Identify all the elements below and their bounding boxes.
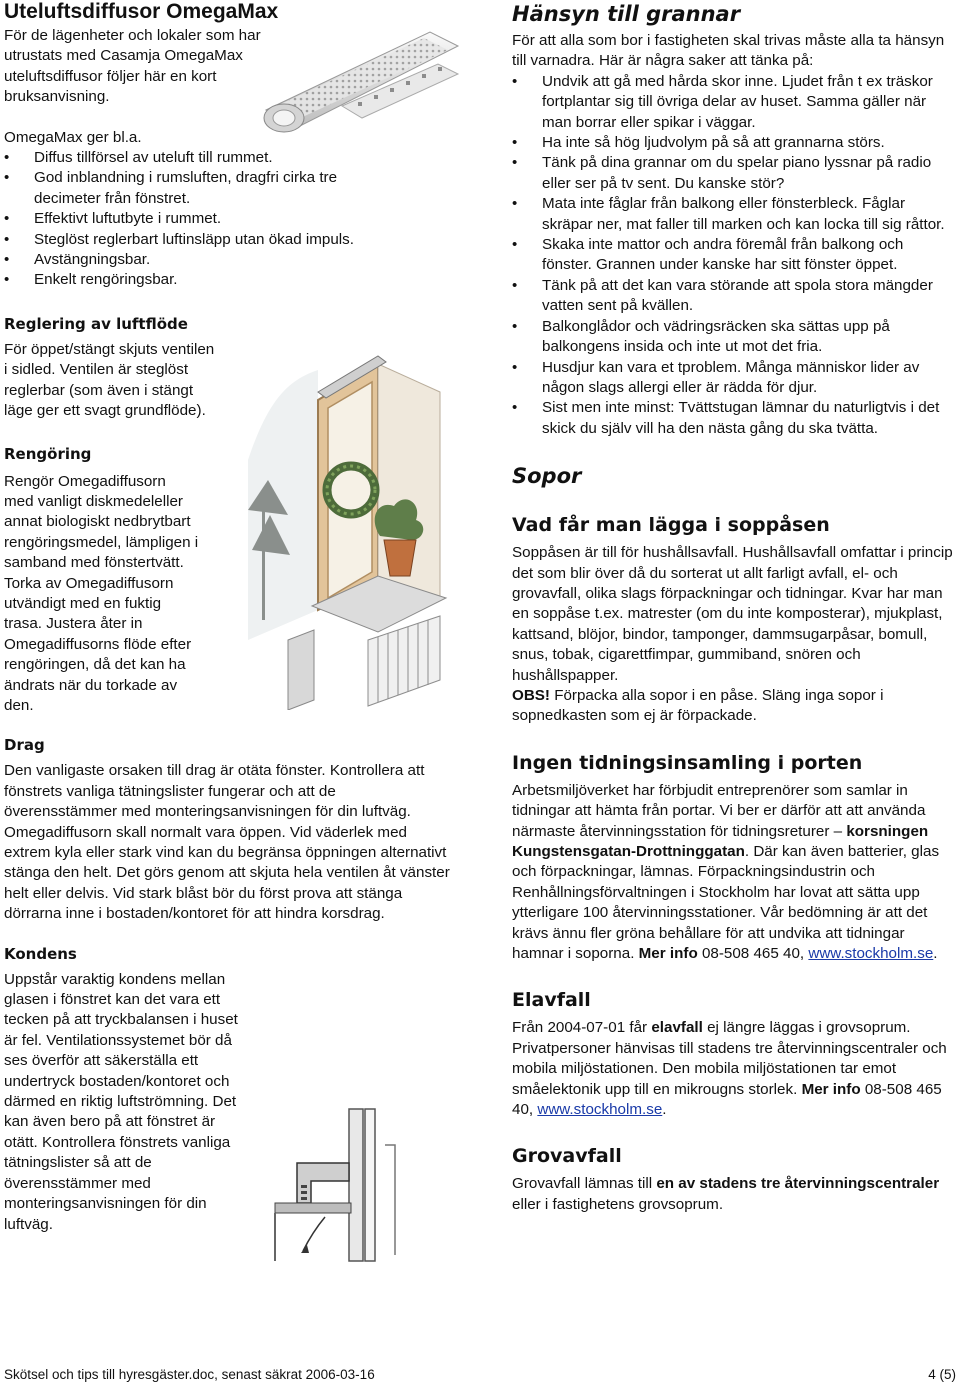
vent-cross-section-illustration	[245, 1105, 455, 1265]
electric-info-label: Mer info	[801, 1080, 861, 1098]
electric-heading: Elavfall	[512, 989, 591, 1012]
neighbor-rule-item: • Undvik att gå med hårda skor inne. Ljudet från t ex träskor fortplantar sig till övriga delar av huset. Samma gäller när man borrar eller spikar i väggar.	[512, 72, 956, 133]
feature-item: • Enkelt rengöringsbar.	[4, 270, 404, 290]
electric-info-phone: 08-508 465 40,	[512, 1080, 942, 1119]
draft-text: Den vanligaste orsaken till drag är otäta fönster. Kontrollera att fönstrets vanliga tätningslister fungerar och att de överensstämmer med monteringsanvisningen för din luftväg. Omegadiffusorn skall normalt vara öppen. Vid väderlek med extrem kyla eller stark vind kan du begränsa öppningen alternativt stänga den helt. Det görs genom att skjuta hela ventilen åt vänster helt eller delvis. Vid stark blåst bör du först prova att stänga dörrarna inne i bostaden/kontoret för att hindra korsdrag.	[4, 762, 450, 923]
electric-bold: elavfall	[651, 1019, 703, 1037]
neighbor-rule-item: • Balkonglådor och vädringsräcken ska sättas upp på balkongens insida och inte ut mot det fria.	[512, 317, 956, 358]
right-column	[512, 0, 956, 1215]
newspaper-location: korsningen Kungstensgatan-Drottninggatan	[512, 822, 929, 860]
features-heading: OmegaMax ger bl.a.	[4, 128, 142, 146]
omegamax-title: Uteluftsdiffusor OmegaMax	[4, 0, 279, 23]
cleaning-text: Rengör Omegadiffusorn med vanligt diskmedeleller annat biologiskt nedbrytbart rengöringsmedel, lämpligen i samband med fönstertvätt. Torka av Omegadiffusorn utvändigt med en fuktig trasa. Justera åter in Omegadiffusorns flöde efter rengöringen, då det kan ha ändrats när du torkade av den.	[4, 472, 199, 714]
condensation-text: Uppstår varaktig kondens mellan glasen i fönstret kan det vara ett tecken på att tryckbalansen i huset är fel. Ventilationssystemet bör då ses överför att säkerställa ett undertryck bostaden/kontoret och därmed en riktig luftströmning. Det kan även bero på att fönstret är otätt. Kontrollera fönstrets vanliga tätningslister så att de överensstämmer med monteringsanvisningen för din luftväg.	[4, 970, 238, 1233]
bulky-bold: en av stadens tre återvinningscentraler	[656, 1175, 940, 1193]
bulky-text	[512, 1174, 956, 1215]
electric-text	[512, 1018, 956, 1120]
bag-heading: Vad får man lägga i soppåsen	[512, 514, 830, 537]
neighbor-rule-item: • Mata inte fåglar från balkong eller fönsterbleck. Fåglar skräpar ner, mat faller till marken och kan locka till sig råttor.	[512, 194, 956, 235]
page-footer	[4, 1366, 956, 1384]
obs-label: OBS!	[512, 686, 550, 704]
feature-item: • Steglöst reglerbart luftinsläpp utan ökad impuls.	[4, 230, 404, 250]
bag-obs	[512, 686, 956, 727]
bulky-text-2: eller i fastighetens grovsoprum.	[512, 1195, 724, 1213]
feature-item: • Diffus tillförsel av uteluft till rummet.	[4, 148, 404, 168]
neighbors-heading: Hänsyn till grannar	[512, 2, 741, 26]
electric-text-2: ej längre läggas i grovsoprum. Privatpersoner hänvisas till stadens tre återvinningscentraler och mobila miljöstationen. Den mobila miljöstationen tar emot småelektonik upp till en mikrougns storlek.	[512, 1019, 947, 1098]
newspaper-info-label: Mer info	[638, 945, 698, 963]
window-illustration	[228, 340, 454, 710]
neighbor-rule-item: • Tänk på att det kan vara störande att spola stora mängder vatten sent på kvällen.	[512, 276, 956, 317]
draft-heading: Drag	[4, 736, 45, 755]
cleaning-heading: Rengöring	[4, 444, 92, 463]
feature-item: • Avstängningsbar.	[4, 250, 404, 270]
obs-text: Förpacka alla sopor i en påse. Släng inga sopor i sopnedkasten som ej är förpackade.	[512, 686, 884, 725]
condensation-heading: Kondens	[4, 944, 77, 963]
newspaper-stockholm-link[interactable]: www.stockholm.se	[808, 945, 934, 963]
footer-document-info: Skötsel och tips till hyresgäster.doc, senast säkrat 2006-03-16	[4, 1367, 375, 1382]
newspaper-info-phone: 08-508 465 40,	[701, 945, 805, 963]
regulation-text: För öppet/stängt skjuts ventilen i sidled. Ventilen är steglöst reglerbar (som även i stängt läge ger ett svagt grundflöde).	[4, 340, 215, 420]
features-list	[4, 148, 404, 291]
neighbor-rule-item: • Skaka inte mattor och andra föremål från balkong och fönster. Grannen under kanske har sitt fönster öppet.	[512, 235, 956, 276]
newspaper-text	[512, 781, 956, 965]
omegamax-intro: För de lägenheter och lokaler som har utrustats med Casamja OmegaMax uteluftsdiffusor följer här en kort bruksanvisning.	[4, 27, 261, 106]
feature-item: • Effektivt luftutbyte i rummet.	[4, 209, 404, 229]
waste-heading: Sopor	[512, 464, 582, 489]
neighbors-intro: För att alla som bor i fastigheten skal trivas måste alla ta hänsyn till varnadra. Här är några saker att tänka på:	[512, 32, 945, 70]
neighbor-rule-item: • Husdjur kan vara et tproblem. Många människor lider av någon slags allergi eller är rädda för djur.	[512, 358, 956, 399]
electric-end-dot: .	[662, 1101, 667, 1119]
newspaper-text-2: . Där kan även batterier, glas och förpackningar, lämnas. Förpackningsindustrin och Renhållningsförvaltningen i Stockholm har lovat att sätta upp ytterligare 100 återvinningsstationer. Vår bedömning är att det krävs ännu fler gröna behållare för att undvika att tidningar hamnar i soporna.	[512, 843, 940, 963]
neighbor-rule-item: • Tänk på dina grannar om du spelar piano lyssnar på radio eller ser på tv sent. Du kanske stör?	[512, 153, 956, 194]
neighbors-list	[512, 72, 956, 439]
neighbor-rule-item: • Sist men inte minst: Tvättstugan lämnar du naturligtvis i det skick du själv vill ha den nästa gång du ska tvätta.	[512, 398, 956, 439]
bulky-heading: Grovavfall	[512, 1145, 622, 1168]
diffuser-illustration	[262, 24, 462, 136]
regulation-heading: Reglering av luftflöde	[4, 314, 188, 333]
newspaper-text-1: Arbetsmiljöverket har förbjudit entreprenörer som samlar in tidningar att hämta från portar. Vi ber er därför att att använda närmaste återvinningsstation för tidningsreturer –	[512, 781, 926, 840]
footer-page-number: 4 (5)	[928, 1367, 956, 1382]
bulky-text-1: Grovavfall lämnas till	[512, 1175, 653, 1193]
neighbor-rule-item: • Ha inte så hög ljudvolym på så att grannarna störs.	[512, 133, 956, 153]
newspaper-heading: Ingen tidningsinsamling i porten	[512, 751, 863, 774]
feature-item: • God inblandning i rumsluften, dragfri cirka tre decimeter från fönstret.	[4, 168, 404, 209]
electric-stockholm-link[interactable]: www.stockholm.se	[537, 1101, 663, 1119]
bag-text: Soppåsen är till för hushållsavfall. Hushållsavfall omfattar i princip det som blir över då du sorterat ut allt farligt avfall, el- och grovavfall, olika slags förpackningar och tidningar. Kvar har man en soppåse t.ex. matrester (om du inte komposterar), mjukplast, kattsand, blöjor, bindor, tamponger, dammsugarpåsar, bomull, snus, tobak, cigarettfimpar, gummiband, snören och hushållspapper.	[512, 544, 953, 684]
newspaper-end-dot: .	[933, 945, 938, 963]
electric-text-1: Från 2004-07-01 får	[512, 1019, 648, 1037]
